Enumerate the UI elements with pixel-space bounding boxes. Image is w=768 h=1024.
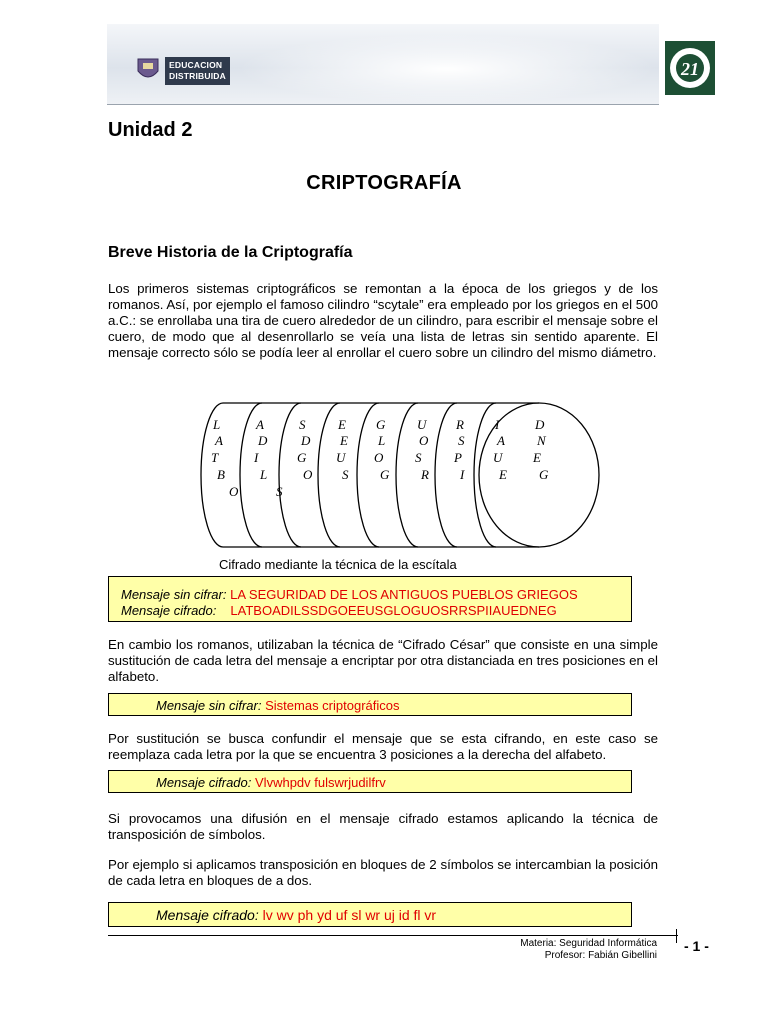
scytale-letter: P <box>454 450 462 465</box>
banner-swoosh <box>237 34 657 104</box>
scytale-letter: O <box>374 450 384 465</box>
scytale-letter: A <box>497 433 505 448</box>
scytale-letter: S <box>458 433 465 448</box>
main-title: CRIPTOGRAFÍA <box>306 172 462 194</box>
example-box-scytale <box>108 576 632 622</box>
page-number: - 1 - <box>684 938 709 954</box>
logo-line-2: DISTRIBUIDA <box>169 71 226 81</box>
scytale-letter: U <box>336 450 346 465</box>
box1-row-plain: Mensaje sin cifrar: LA SEGURIDAD DE LOS ANTIGUOS PUEBLOS GRIEGOS <box>121 587 578 602</box>
scytale-letter: U <box>417 417 427 432</box>
scytale-letter: I <box>254 450 259 465</box>
scytale-letter: E <box>499 467 507 482</box>
cylinder-disk-2 <box>279 403 301 547</box>
scytale-letter: A <box>256 417 264 432</box>
box3-label: Mensaje cifrado: <box>156 775 252 790</box>
scytale-cylinder-figure <box>183 393 613 558</box>
cylinder-disk-3 <box>318 403 340 547</box>
scytale-letter: T <box>211 450 219 465</box>
scytale-letter: U <box>493 450 503 465</box>
footer-divider-tick <box>676 929 677 943</box>
scytale-letter: O <box>303 467 313 482</box>
cylinder-disk-5 <box>396 403 418 547</box>
intro-paragraph: Los primeros sistemas criptográficos se remontan a la época de los griegos y de los romanos. Así, por ejemplo el famoso cilindro “scytale” era empleado por los griegos en el 500 a.C.: se enrollaba una tira de cuero alrededor de un cilindro, para escribir el mensaje sobre el cuero, de modo que al desenrollarlo se veía una lista de letras sin sentido aparente. El mensaje correcto sólo se podía leer al enrollar el cuero sobre un cilindro del mismo diámetro. <box>108 281 658 360</box>
transposition-paragraph: Por ejemplo si aplicamos transposición en bloques de 2 símbolos se intercambian la posición de cada letra en bloques de a dos. <box>108 857 658 888</box>
scytale-letter: G <box>376 417 386 432</box>
footer-info <box>460 938 657 962</box>
scytale-letter: G <box>539 467 549 482</box>
scytale-letter: R <box>456 417 464 432</box>
scytale-letter: S <box>299 417 306 432</box>
scytale-letter: E <box>533 450 541 465</box>
scytale-letter: O <box>229 484 239 499</box>
box4-value: lv wv ph yd uf sl wr uj id fl vr <box>262 907 437 923</box>
scytale-letter: L <box>378 433 386 448</box>
scytale-letter: S <box>342 467 349 482</box>
scytale-letter: L <box>260 467 268 482</box>
unit-title: Unidad 2 <box>108 119 193 141</box>
scytale-letter: A <box>215 433 223 448</box>
logo-line-1: EDUCACION <box>169 60 223 70</box>
cylinder-disk-6 <box>435 403 457 547</box>
box4-label: Mensaje cifrado: <box>156 907 259 923</box>
diffusion-paragraph: Si provocamos una difusión en el mensaje cifrado estamos aplicando la técnica de transposición de símbolos. <box>108 811 658 842</box>
box2-label: Mensaje sin cifrar: <box>156 698 262 713</box>
scytale-letter: E <box>340 433 348 448</box>
header-divider <box>107 104 659 105</box>
box1-label-plain: Mensaje sin cifrar <box>121 587 223 602</box>
siglo-21-logo <box>665 41 715 95</box>
scytale-letter: L <box>213 417 221 432</box>
footer-divider <box>108 935 678 936</box>
scytale-letter: E <box>338 417 346 432</box>
scytale-letter: R <box>421 467 429 482</box>
scytale-letter: G <box>297 450 307 465</box>
caesar-paragraph: En cambio los romanos, utilizaban la técnica de “Cifrado César” que consiste en una simple sustitución de cada letra del mensaje a encriptar por otra distanciada en tres posiciones en el alfabeto. <box>108 637 658 684</box>
box1-value-plain: LA SEGURIDAD DE LOS ANTIGUOS PUEBLOS GRIEGOS <box>230 587 578 602</box>
scytale-letter: I <box>460 467 465 482</box>
scytale-letter: S <box>276 484 283 499</box>
scytale-letter: D <box>535 417 545 432</box>
scytale-letter: G <box>380 467 390 482</box>
scytale-letter: O <box>419 433 429 448</box>
figure-caption: Cifrado mediante la técnica de la escítala <box>219 557 457 572</box>
scytale-letter: S <box>415 450 422 465</box>
example-box-caesar-cipher <box>108 770 632 793</box>
box1-label-cipher: Mensaje cifrado <box>121 603 213 618</box>
footer-profesor: Profesor: Fabián Gibellini <box>544 950 657 961</box>
footer-materia: Materia: Seguridad Informática <box>520 938 657 949</box>
scytale-letter: N <box>537 433 546 448</box>
box1-row-cipher: Mensaje cifrado: LATBOADILSSDGOEEUSGLOGUOSRRSPIIAUEDNEG <box>121 603 557 618</box>
scytale-letter: B <box>217 467 225 482</box>
university-crest-icon <box>134 57 162 83</box>
logo-21-text: 21 <box>681 59 699 79</box>
scytale-letter: D <box>258 433 268 448</box>
section-title: Breve Historia de la Criptografía <box>108 244 353 261</box>
example-box-transposition <box>108 902 632 927</box>
box1-value-cipher: LATBOADILSSDGOEEUSGLOGUOSRRSPIIAUEDNEG <box>230 603 557 618</box>
box3-value: Vlvwhpdv fulswrjudilfrv <box>255 775 386 790</box>
substitution-paragraph: Por sustitución se busca confundir el mensaje que se esta cifrando, en este caso se reemplaza cada letra por la que se encuentra 3 posiciones a la derecha del alfabeto. <box>108 731 658 762</box>
scytale-letter: I <box>495 417 500 432</box>
example-box-plaintext <box>108 693 632 716</box>
box2-value: Sistemas criptográficos <box>265 698 400 713</box>
scytale-letter: D <box>301 433 311 448</box>
educacion-distribuida-logo <box>165 57 230 85</box>
